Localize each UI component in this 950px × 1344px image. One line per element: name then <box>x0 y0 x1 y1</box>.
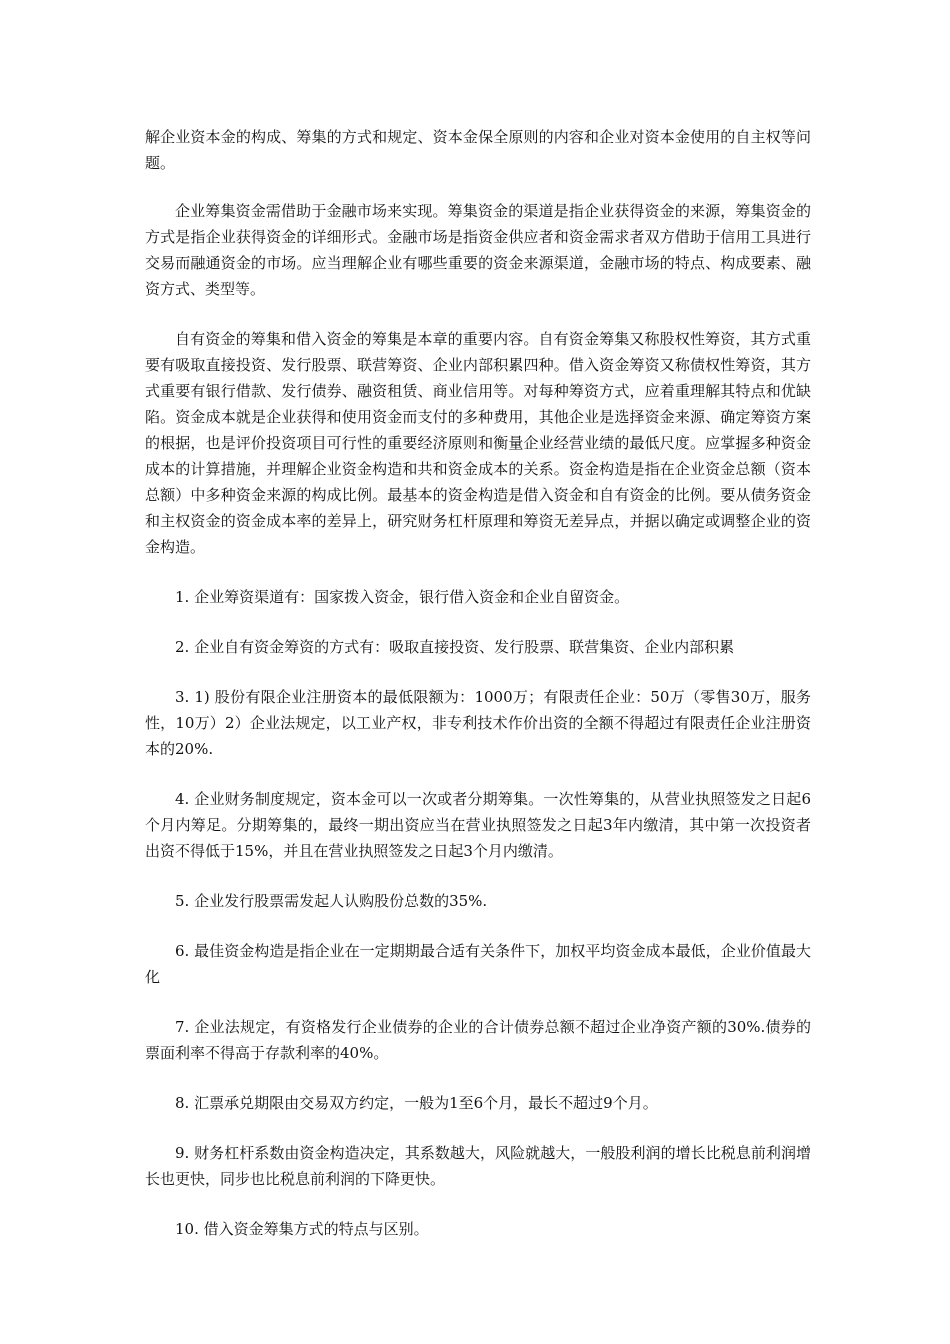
list-item-9: 9. 财务杠杆系数由资金构造决定，其系数越大，风险就越大，一般股利润的增长比税息前利润增长也更快，同步也比税息前利润的下降更快。 <box>145 1144 811 1188</box>
list-item-8: 8. 汇票承兑期限由交易双方约定，一般为1至6个月，最长不超过9个月。 <box>175 1094 658 1112</box>
list-item-10: 10. 借入资金筹集方式的特点与区别。 <box>175 1220 429 1238</box>
paragraph-financial-market: 企业筹集资金需借助于金融市场来实现。筹集资金的渠道是指企业获得资金的来源，筹集资金的方式是指企业获得资金的详细形式。金融市场是指资金供应者和资金需求者双方借助于信用工具进行交易而融通资金的市场。应当理解企业有哪些重要的资金来源渠道，金融市场的特点、构成要素、融资方式、类型等。 <box>145 202 811 298</box>
paragraph-capital-intro: 解企业资本金的构成、筹集的方式和规定、资本金保全原则的内容和企业对资本金使用的自主权等问题。 <box>145 128 811 172</box>
document-body <box>145 124 811 1266</box>
list-item-7: 7. 企业法规定，有资格发行企业债券的企业的合计债券总额不超过企业净资产额的30%.债券的票面利率不得高于存款利率的40%。 <box>145 1018 811 1062</box>
list-item-2: 2. 企业自有资金筹资的方式有：吸取直接投资、发行股票、联营集资、企业内部积累 <box>175 638 735 656</box>
list-item-5: 5. 企业发行股票需发起人认购股份总数的35%. <box>175 892 488 910</box>
paragraph-financing-methods: 自有资金的筹集和借入资金的筹集是本章的重要内容。自有资金筹集又称股权性筹资，其方式重要有吸取直接投资、发行股票、联营筹资、企业内部积累四种。借入资金筹资又称债权性筹资，其方式重要有银行借款、发行债券、融资租赁、商业信用等。对每种筹资方式，应着重理解其特点和优缺陷。资金成本就是企业获得和使用资金而支付的多种费用，其他企业是选择资金来源、确定筹资方案的根据，也是评价投资项目可行性的重要经济原则和衡量企业经营业绩的最低尺度。应掌握多种资金成本的计算措施，并理解企业资金构造和共和资金成本的关系。资金构造是指在企业资金总额（资本总额）中多种资金来源的构成比例。最基本的资金构造是借入资金和自有资金的比例。要从债务资金和主权资金的资金成本率的差异上，研究财务杠杆原理和筹资无差异点，并据以确定或调整企业的资金构造。 <box>145 330 811 556</box>
list-item-6: 6. 最佳资金构造是指企业在一定期期最合适有关条件下，加权平均资金成本最低，企业价值最大化 <box>145 942 811 986</box>
list-item-4: 4. 企业财务制度规定，资本金可以一次或者分期筹集。一次性筹集的，从营业执照签发之日起6个月内筹足。分期筹集的，最终一期出资应当在营业执照签发之日起3年内缴清，其中第一次投资者出资不得低于15%，并且在营业执照签发之日起3个月内缴清。 <box>145 790 811 860</box>
list-item-3: 3. 1) 股份有限企业注册资本的最低限额为：1000万；有限责任企业：50万（零售30万，服务性，10万）2）企业法规定，以工业产权，非专利技术作价出资的全额不得超过有限责任企业注册资本的20%. <box>145 688 811 758</box>
list-item-1: 1. 企业筹资渠道有：国家拨入资金，银行借入资金和企业自留资金。 <box>175 588 630 606</box>
